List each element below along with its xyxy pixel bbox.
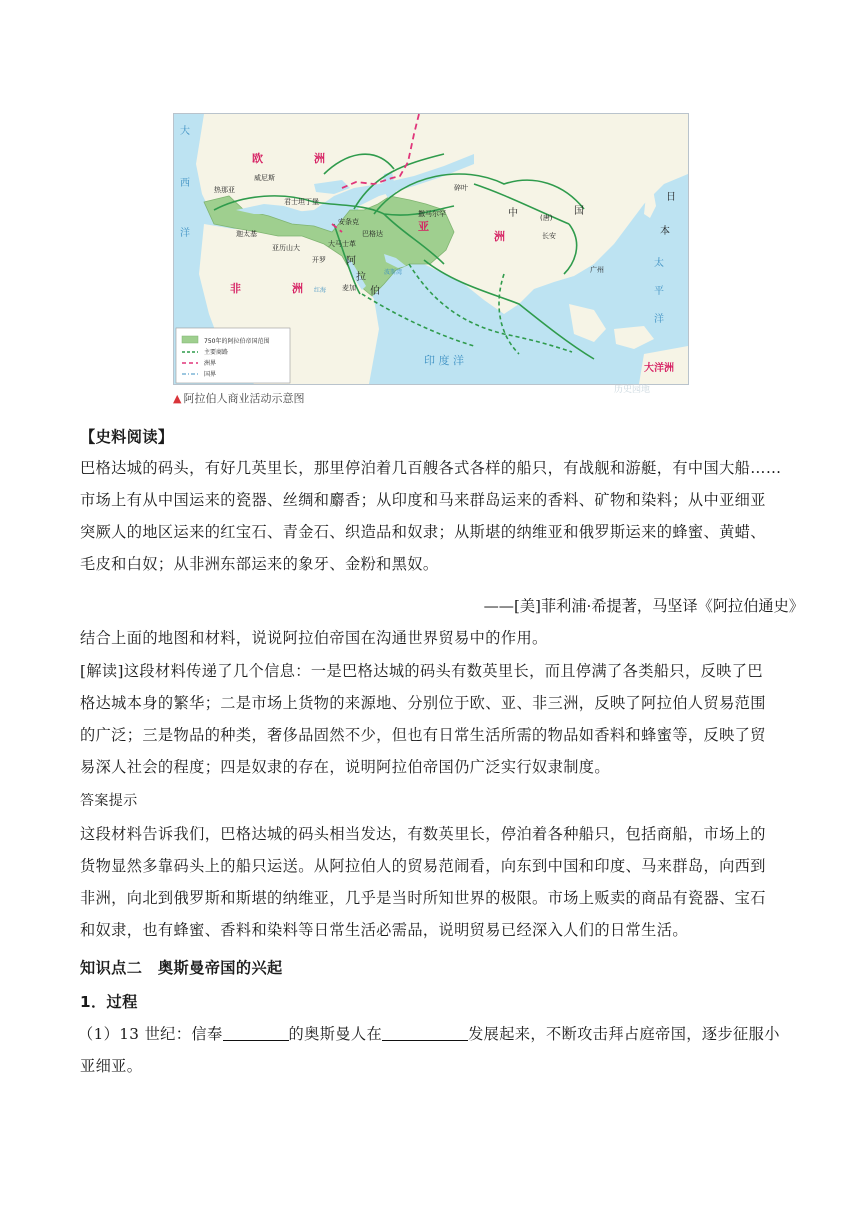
answer-line-4: 和奴隶，也有蜂蜜、香料和染料等日常生活必需品，说明贸易已经深入人们的日常生活。 <box>80 921 688 939</box>
analysis-line-4: 易深人社会的程度；四是奴隶的存在，说明阿拉伯帝国仍广泛实行奴隶制度。 <box>80 758 610 776</box>
source-line-4: 毛皮和白奴；从非洲东部运来的象牙、金粉和黑奴。 <box>80 555 439 573</box>
label-africa-2: 洲 <box>292 282 303 295</box>
label-europe-1: 欧 <box>252 152 263 165</box>
knowledge-title: 知识点二 奥斯曼帝国的兴起 <box>80 959 283 977</box>
label-africa-1: 非 <box>230 282 241 295</box>
label-atlantic-3: 洋 <box>180 228 190 239</box>
question: 结合上面的地图和材料，说说阿拉伯帝国在沟通世界贸易中的作用。 <box>80 629 548 647</box>
city-antioch: 安条克 <box>338 218 359 226</box>
label-europe-2: 洲 <box>314 152 325 165</box>
source-line-1: 巴格达城的码头，有好几英里长，那里停泊着几百艘各式各样的船只，有战舰和游艇，有中国大船…… <box>80 459 782 477</box>
answer-blank-1[interactable] <box>223 1026 289 1041</box>
city-genoa: 热那亚 <box>214 186 235 194</box>
label-atlantic-1: 大 <box>180 126 190 137</box>
section-title: 【史料阅读】 <box>80 428 174 446</box>
attribution: ——[美]菲利浦·希提著，马坚译《阿拉伯通史》 <box>483 597 804 615</box>
label-china-tang: (唐) <box>540 214 553 222</box>
city-baghdad: 巴格达 <box>362 230 383 238</box>
label-pacific-1: 太 <box>654 258 664 269</box>
label-atlantic-2: 西 <box>180 178 190 189</box>
map-caption-text: 阿拉伯人商业活动示意图 <box>183 392 305 405</box>
answer-line-2: 货物显然多靠码头上的船只运送。从阿拉伯人的贸易范闹看，向东到中国和印度、马来群岛，向西到 <box>80 857 766 875</box>
city-venice: 威尼斯 <box>254 174 275 182</box>
answer-line-3: 非洲，向北到俄罗斯和斯堪的纳维亚，几乎是当时所知世界的极限。市场上贩卖的商品有瓷器、宝石 <box>80 889 766 907</box>
legend-border: 国界 <box>204 371 217 378</box>
label-oceania: 大洋洲 <box>644 363 674 374</box>
label-arabia-3: 伯 <box>370 286 380 297</box>
label-asia-2: 洲 <box>494 230 505 243</box>
label-pacific-2: 平 <box>654 286 664 297</box>
point-heading: 1．过程 <box>80 993 138 1011</box>
map-caption <box>173 390 304 406</box>
answer-line-1: 这段材料告诉我们，巴格达城的码头相当发达，有数英里长，停泊着各种船只，包括商船，市场上的 <box>80 825 766 843</box>
label-china-guo: 国 <box>574 206 584 217</box>
city-carthage: 迦太基 <box>236 230 257 238</box>
label-japan-2: 本 <box>660 226 670 237</box>
source-line-2: 市场上有从中国运来的瓷器、丝绸和麝香；从印度和马来群岛运来的香料、矿物和染料；从中亚细亚 <box>80 491 766 509</box>
arab-trade-map <box>173 113 689 395</box>
label-asia-1: 亚 <box>418 220 429 233</box>
city-guangzhou: 广州 <box>590 266 604 274</box>
fill-line-1 <box>78 1024 780 1044</box>
triangle-icon: ▲ <box>173 392 182 405</box>
map-svg <box>174 114 688 395</box>
city-cairo: 开罗 <box>312 256 326 264</box>
answer-blank-2[interactable] <box>382 1026 468 1041</box>
city-changan: 长安 <box>542 232 556 240</box>
fill-text-2: 的奥斯曼人在 <box>288 1025 383 1043</box>
city-constantinople: 君士坦丁堡 <box>284 198 319 206</box>
city-damascus: 大马士革 <box>328 240 356 248</box>
analysis-line-1: [解读]这段材料传递了几个信息：一是巴格达城的码头有数英里长，而且停满了各类船只，反映了巴 <box>80 662 763 680</box>
city-alexandria: 亚历山大 <box>272 244 300 252</box>
city-samarkand: 撒马尔罕 <box>418 210 446 218</box>
map-legend <box>176 328 290 383</box>
legend-empire: 750年的阿拉伯帝国范围 <box>204 338 270 345</box>
source-line-3: 突厥人的地区运来的红宝石、青金石、织造品和奴隶；从斯堪的纳维亚和俄罗斯运来的蜂蜜、黄蜡、 <box>80 523 766 541</box>
fill-line-2: 亚细亚。 <box>80 1057 143 1075</box>
label-pacific-3: 洋 <box>654 314 664 325</box>
map-watermark: 历史园地 <box>614 385 651 395</box>
label-arabia-2: 拉 <box>356 272 366 283</box>
legend-trade: 主要商路 <box>204 349 229 356</box>
label-arabia-1: 阿 <box>346 256 356 267</box>
label-gulf: 波斯湾 <box>384 269 403 276</box>
analysis-line-3: 的广泛；三是物品的种类，奢侈品固然不少，但也有日常生活所需的物品如香料和蜂蜜等，反映了贸 <box>80 726 766 744</box>
city-mecca: 麦加 <box>342 284 356 292</box>
fill-text-1: （1）13 世纪：信奉 <box>78 1025 223 1043</box>
analysis-line-2: 格达城本身的繁华；二是市场上货物的来源地、分别位于欧、亚、非三洲，反映了阿拉伯人贸易范围 <box>80 694 766 712</box>
fill-text-3: 发展起来，不断攻击拜占庭帝国，逐步征服小 <box>468 1025 780 1043</box>
legend-continent: 洲界 <box>204 360 217 367</box>
label-japan-1: 日 <box>666 192 676 203</box>
label-china: 中 <box>508 208 518 219</box>
label-indian-ocean: 印 度 洋 <box>424 354 464 367</box>
label-red-sea: 红海 <box>314 287 327 294</box>
city-suiye: 碎叶 <box>454 184 468 192</box>
answer-heading: 答案提示 <box>80 793 138 809</box>
